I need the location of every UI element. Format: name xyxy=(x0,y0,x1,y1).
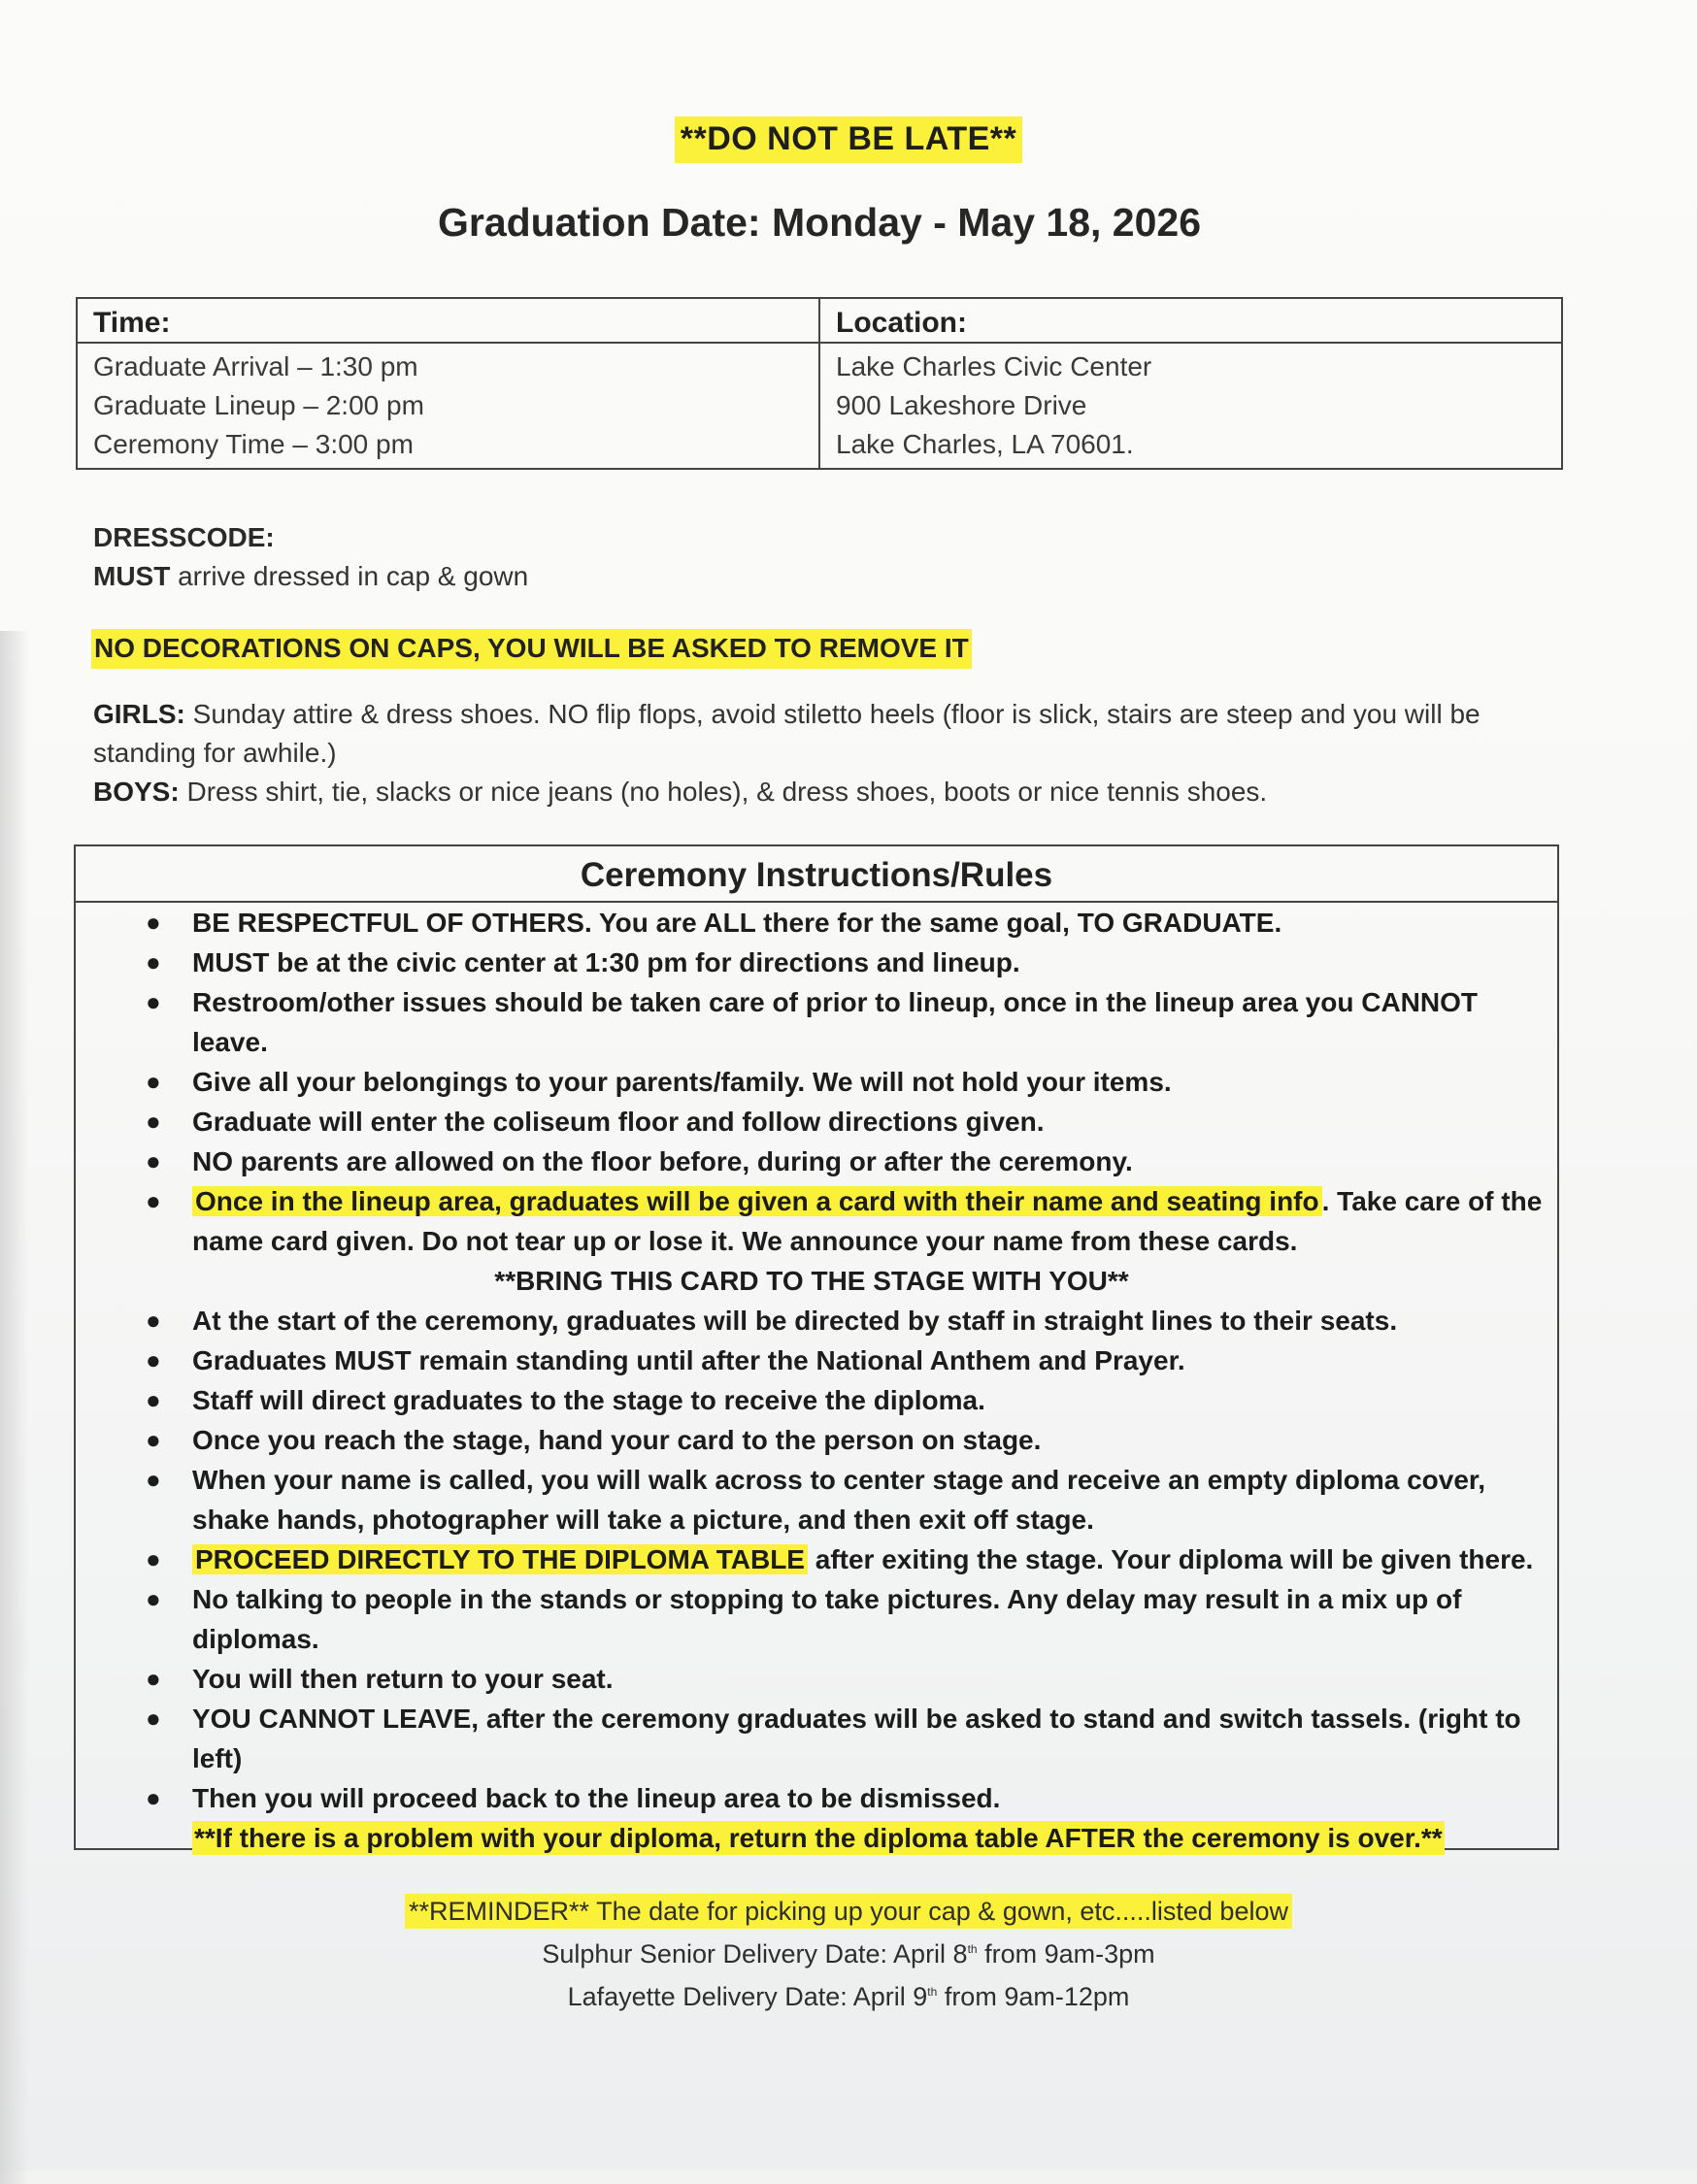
rules-title: Ceremony Instructions/Rules xyxy=(76,846,1557,903)
bring-card-note: **BRING THIS CARD TO THE STAGE WITH YOU** xyxy=(494,1266,1129,1296)
location-venue: Lake Charles Civic Center xyxy=(836,351,1152,381)
location-city: Lake Charles, LA 70601. xyxy=(836,429,1134,459)
proceed-highlight: PROCEED DIRECTLY TO THE DIPLOMA TABLE xyxy=(192,1544,808,1574)
schedule-table xyxy=(76,297,1563,470)
rule-item: ● No talking to people in the stands or stopping to take pictures. Any delay may result in a mix up of diplomas. xyxy=(76,1579,1557,1659)
bullet-icon: ● xyxy=(146,1107,161,1136)
ceremony-rules-box xyxy=(74,844,1559,1853)
schedule-header-row xyxy=(77,298,1562,343)
location-cell xyxy=(819,343,1562,469)
time-lineup: Graduate Lineup – 2:00 pm xyxy=(93,390,424,420)
rule-item: ● You will then return to your seat. xyxy=(76,1659,1557,1699)
time-header: Time: xyxy=(77,298,819,343)
lafayette-delivery: Lafayette Delivery Date: April 9th from 9am-12pm xyxy=(567,1982,1130,2011)
bullet-icon: ● xyxy=(146,908,161,937)
rules-list xyxy=(76,903,1557,1818)
proceed-rest: after exiting the stage. Your diploma will be given there. xyxy=(807,1544,1534,1574)
no-decorations-notice xyxy=(91,633,972,664)
sulphur-delivery: Sulphur Senior Delivery Date: April 8th from 9am-3pm xyxy=(542,1939,1155,1969)
rule-item: ● When your name is called, you will walk across to center stage and receive an empty diploma cover, shake hands, photographer will take a picture, and then exit off stage. xyxy=(76,1460,1557,1539)
bullet-icon: ● xyxy=(146,947,161,976)
bullet-icon: ● xyxy=(146,1067,161,1096)
rule-item: ● MUST be at the civic center at 1:30 pm for directions and lineup. xyxy=(76,943,1557,982)
bullet-icon: ● xyxy=(146,1783,161,1812)
graduation-date-heading: Graduation Date: Monday - May 18, 2026 xyxy=(437,200,1202,245)
bullet-icon: ● xyxy=(146,1465,161,1494)
rule-item: ● YOU CANNOT LEAVE, after the ceremony graduates will be asked to stand and switch tassels. (right to left) xyxy=(76,1699,1557,1778)
girls-text: Sunday attire & dress shoes. NO flip flops, avoid stiletto heels (floor is slick, stairs are steep and you will be standing for awhile.) xyxy=(93,699,1481,768)
bullet-icon: ● xyxy=(146,987,161,1016)
location-header: Location: xyxy=(819,298,1562,343)
rule-item: ● NO parents are allowed on the floor before, during or after the ceremony. xyxy=(76,1142,1557,1181)
bullet-icon: ● xyxy=(146,1385,161,1414)
dresscode-must-line xyxy=(93,557,528,596)
time-arrival: Graduate Arrival – 1:30 pm xyxy=(93,351,418,381)
reminder-text: **REMINDER** The date for picking up your cap & gown, etc.....listed below xyxy=(405,1894,1292,1929)
name-card-highlight: Once in the lineup area, graduates will be given a card with their name and seating info xyxy=(192,1186,1322,1216)
girls-label: GIRLS: xyxy=(93,699,185,729)
dresscode-heading: DRESSCODE: xyxy=(93,522,275,552)
bullet-icon: ● xyxy=(146,1345,161,1374)
bullet-icon: ● xyxy=(146,1544,161,1573)
rule-item-name-card xyxy=(76,1181,1557,1261)
location-street: 900 Lakeshore Drive xyxy=(836,390,1087,420)
bullet-icon: ● xyxy=(146,1186,161,1215)
bullet-icon: ● xyxy=(146,1425,161,1454)
rule-item: ● BE RESPECTFUL OF OTHERS. You are ALL there for the same goal, TO GRADUATE. xyxy=(76,903,1557,943)
rule-item: ● Give all your belongings to your parents/family. We will not hold your items. xyxy=(76,1062,1557,1102)
rule-item: ● Restroom/other issues should be taken care of prior to lineup, once in the lineup area you CANNOT leave. xyxy=(76,982,1557,1062)
schedule-body-row xyxy=(77,343,1562,469)
bullet-icon: ● xyxy=(146,1704,161,1733)
bullet-icon: ● xyxy=(146,1306,161,1335)
boys-attire xyxy=(93,773,1588,811)
reminder-section xyxy=(0,1893,1697,2016)
no-decorations-text: NO DECORATIONS ON CAPS, YOU WILL BE ASKED TO REMOVE IT xyxy=(91,629,972,669)
boys-text: Dress shirt, tie, slacks or nice jeans (no holes), & dress shoes, boots or nice tennis shoes. xyxy=(179,777,1268,807)
do-not-be-late-banner xyxy=(0,120,1697,158)
rule-item: ● Then you will proceed back to the lineup area to be dismissed. xyxy=(76,1778,1557,1818)
rule-item: ● At the start of the ceremony, graduates will be directed by staff in straight lines to their seats. xyxy=(76,1301,1557,1340)
name-card-rest: . Take care of the name card given. Do not tear up or lose it. We announce your name from these cards. xyxy=(192,1186,1543,1256)
rule-item: ● Graduates MUST remain standing until after the National Anthem and Prayer. xyxy=(76,1340,1557,1380)
bullet-icon: ● xyxy=(146,1584,161,1613)
times-cell xyxy=(77,343,819,469)
bullet-icon: ● xyxy=(146,1664,161,1693)
rule-item: ● Staff will direct graduates to the stage to receive the diploma. xyxy=(76,1380,1557,1420)
boys-label: BOYS: xyxy=(93,777,180,807)
dresscode-section xyxy=(93,518,528,596)
must-label: MUST xyxy=(93,561,171,591)
girls-attire xyxy=(93,695,1588,773)
attire-section xyxy=(93,695,1588,811)
diploma-problem-note xyxy=(76,1818,1557,1858)
do-not-be-late-text: **DO NOT BE LATE** xyxy=(675,116,1023,163)
rule-item: ● Once you reach the stage, hand your card to the person on stage. xyxy=(76,1420,1557,1460)
diploma-problem-text: **If there is a problem with your diploma, return the diploma table AFTER the ceremony is over.** xyxy=(194,1823,1443,1853)
must-text: arrive dressed in cap & gown xyxy=(170,561,529,591)
rule-item-proceed xyxy=(76,1539,1557,1579)
time-ceremony: Ceremony Time – 3:00 pm xyxy=(93,429,414,459)
rule-item: ● Graduate will enter the coliseum floor and follow directions given. xyxy=(76,1102,1557,1142)
bullet-icon: ● xyxy=(146,1146,161,1175)
